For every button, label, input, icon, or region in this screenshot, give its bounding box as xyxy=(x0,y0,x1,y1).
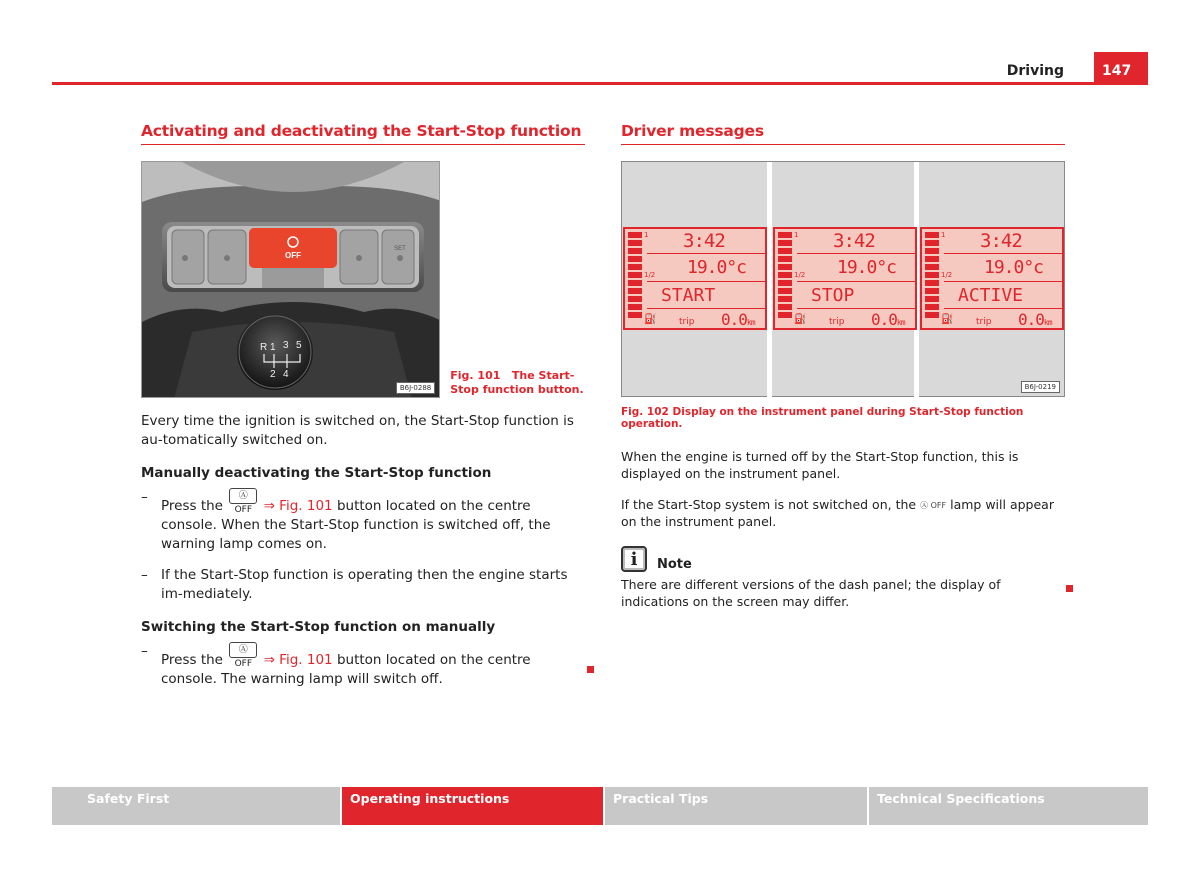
lcd-temperature: 19.0°c xyxy=(984,257,1044,278)
dash-bullet: – xyxy=(141,643,148,659)
gauge-half-label: 1/2 xyxy=(644,271,656,279)
lcd-temperature: 19.0°c xyxy=(687,257,747,278)
start-stop-button-label: OFF xyxy=(285,251,301,260)
dash-bullet: – xyxy=(141,567,148,583)
fuel-pump-icon: ⛽ xyxy=(794,314,807,325)
driver-messages-heading: Driver messages xyxy=(621,122,1065,145)
figure-102-code: B6J-0219 xyxy=(1021,381,1060,393)
fuel-gauge-bar xyxy=(925,232,939,324)
start-stop-heading: Activating and deactivating the Start-Stop function xyxy=(141,122,585,145)
fuel-pump-icon: ⛽ xyxy=(941,314,954,325)
start-stop-key-icon: Ⓐ OFF xyxy=(229,488,257,504)
lcd-distance: 0.0km xyxy=(871,310,905,329)
page-number: 147 xyxy=(1094,52,1148,85)
lcd-display-stop xyxy=(773,227,917,330)
lcd-distance: 0.0km xyxy=(1018,310,1052,329)
lcd-distance: 0.0km xyxy=(721,310,755,329)
figure-101-link[interactable]: ⇒ Fig. 101 xyxy=(263,498,333,514)
lcd-temperature: 19.0°c xyxy=(837,257,897,278)
fuel-pump-icon: ⛽ xyxy=(644,314,657,325)
gauge-half-label: 1/2 xyxy=(794,271,806,279)
list-item xyxy=(141,566,585,604)
gear-3: 3 xyxy=(283,340,289,351)
panel-separator xyxy=(767,162,772,398)
list-item-prefix: Press the xyxy=(161,498,223,514)
lcd-display-active xyxy=(920,227,1064,330)
list-item-suffix: button located on the centre console. When the Start-Stop function is switched off, the warning lamp comes on. xyxy=(161,498,551,552)
list-item-text xyxy=(161,642,585,689)
lcd-message: START xyxy=(661,285,716,306)
list-item xyxy=(141,642,585,689)
lcd-trip-label: trip xyxy=(679,317,695,327)
fuel-gauge-bar xyxy=(628,232,642,324)
figure-101-label: Fig. 101 xyxy=(450,369,501,382)
lcd-time: 3:42 xyxy=(833,230,875,252)
intro-paragraph: Every time the ignition is switched on, the Start-Stop function is au-tomatically switched on. xyxy=(141,413,574,448)
gear-5: 5 xyxy=(296,340,302,351)
lcd-message: ACTIVE xyxy=(958,285,1024,306)
center-console-illustration xyxy=(142,162,440,398)
engine-off-paragraph: When the engine is turned off by the Start-Stop function, this is displayed on the instrument panel. xyxy=(621,449,1019,481)
start-stop-lamp-icon: Ⓐ OFF xyxy=(920,501,947,510)
info-icon: i xyxy=(621,546,647,572)
manual-activate-heading: Switching the Start-Stop function on manually xyxy=(141,619,496,635)
center-console-photo xyxy=(141,161,440,398)
gear-4: 4 xyxy=(283,369,289,380)
tab-practical-tips[interactable]: Practical Tips xyxy=(605,787,867,825)
figure-102-caption: Fig. 102 Display on the instrument panel during Start-Stop function operation. xyxy=(621,406,1024,430)
lcd-display-start xyxy=(623,227,767,330)
list-item-text: If the Start-Stop function is operating then the engine starts im-mediately. xyxy=(161,567,568,602)
figure-101-code: B6J-0288 xyxy=(396,382,435,394)
lcd-time: 3:42 xyxy=(683,230,725,252)
gear-1: 1 xyxy=(270,342,276,353)
gauge-full-label: 1 xyxy=(644,231,649,239)
lamp-paragraph: If the Start-Stop system is not switched on, the Ⓐ OFF lamp will appear on the instrument panel. xyxy=(621,497,1054,529)
fuel-gauge-bar xyxy=(778,232,792,324)
tab-technical-specifications[interactable]: Technical Specifications xyxy=(869,787,1148,825)
manual-deactivate-heading: Manually deactivating the Start-Stop function xyxy=(141,465,492,481)
lcd-time: 3:42 xyxy=(980,230,1022,252)
list-item xyxy=(141,488,585,554)
start-stop-key-icon: Ⓐ OFF xyxy=(229,642,257,658)
note-label: Note xyxy=(657,557,692,572)
right-column xyxy=(621,122,1065,610)
tab-operating-instructions[interactable]: Operating instructions xyxy=(342,787,603,825)
gear-2: 2 xyxy=(270,369,276,380)
gear-r: R xyxy=(260,342,268,353)
section-end-marker xyxy=(587,666,594,673)
lcd-message: STOP xyxy=(811,285,855,306)
tab-safety-first[interactable]: Safety First xyxy=(52,787,340,825)
figure-101-text: The Start-Stop function button. xyxy=(450,369,584,396)
note-header xyxy=(621,546,1065,572)
list-item-text xyxy=(161,488,585,554)
figure-101-link[interactable]: ⇒ Fig. 101 xyxy=(263,652,333,668)
running-header-section: Driving xyxy=(1006,63,1064,79)
left-column xyxy=(141,122,585,689)
set-button-label: SET xyxy=(394,246,406,252)
note-text: There are different versions of the dash panel; the display of indications on the screen may differ. xyxy=(621,577,1001,609)
list-item-suffix: button located on the centre console. The warning lamp will switch off. xyxy=(161,652,531,687)
dash-bullet: – xyxy=(141,489,148,505)
gauge-half-label: 1/2 xyxy=(941,271,953,279)
gauge-full-label: 1 xyxy=(941,231,946,239)
figure-102-instrument-displays xyxy=(621,161,1065,397)
list-item-prefix: Press the xyxy=(161,652,223,668)
figure-101-caption xyxy=(450,369,585,397)
section-end-marker xyxy=(1066,585,1073,592)
figure-101 xyxy=(141,161,585,398)
gauge-full-label: 1 xyxy=(794,231,799,239)
header-rule xyxy=(52,82,1148,85)
lcd-trip-label: trip xyxy=(829,317,845,327)
lcd-trip-label: trip xyxy=(976,317,992,327)
